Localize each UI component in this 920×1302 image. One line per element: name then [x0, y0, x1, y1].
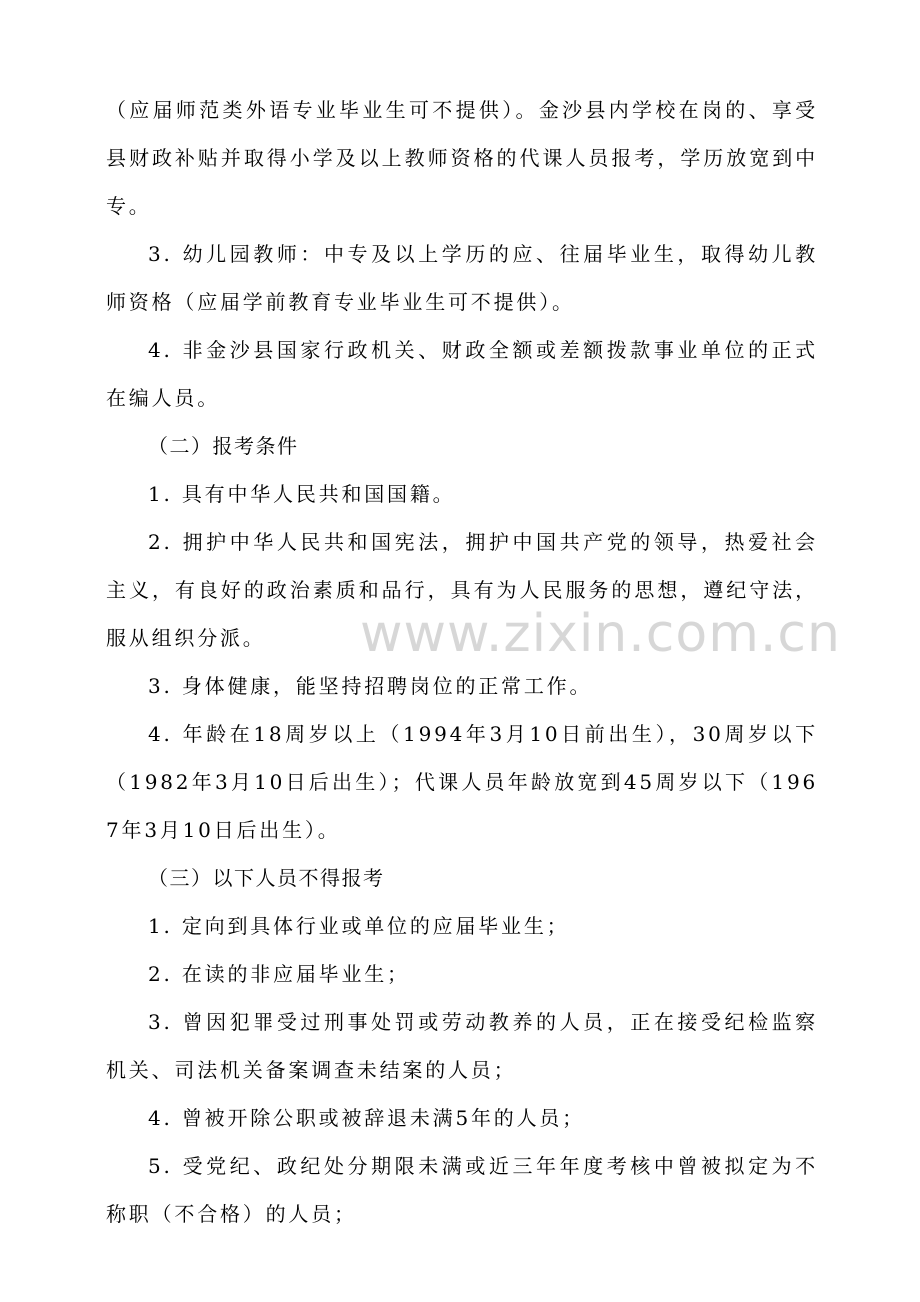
paragraph-qualification-continued: （应届师范类外语专业毕业生可不提供）。金沙县内学校在岗的、享受县财政补贴并取得小学及以上教师资格的代课人员报考，学历放宽到中专。: [106, 98, 818, 218]
requirement-age: 4. 年龄在18周岁以上（1994年3月10日前出生），30周岁以下（1982年3月10日后出生）；代课人员年龄放宽到45周岁以下（1967年3月10日后出生）。: [106, 722, 818, 842]
section-heading-requirements: （二）报考条件: [148, 434, 299, 458]
requirement-nationality: 1. 具有中华人民共和国国籍。: [148, 482, 456, 506]
requirement-health: 3. 身体健康，能坚持招聘岗位的正常工作。: [148, 674, 593, 698]
paragraph-kindergarten-teacher: 3. 幼儿园教师：中专及以上学历的应、往届毕业生，取得幼儿教师资格（应届学前教育专业毕业生可不提供）。: [106, 242, 818, 314]
section-heading-exclusions: （三）以下人员不得报考: [148, 866, 385, 890]
exclusion-dismissed: 4. 曾被开除公职或被辞退未满5年的人员；: [148, 1106, 585, 1130]
paragraph-non-staff: 4. 非金沙县国家行政机关、财政全额或差额拨款事业单位的正式在编人员。: [106, 338, 818, 410]
exclusion-directed-graduates: 1. 定向到具体行业或单位的应届毕业生；: [148, 914, 570, 938]
exclusion-disciplined: 5. 受党纪、政纪处分期限未满或近三年年度考核中曾被拟定为不称职（不合格）的人员；: [106, 1154, 818, 1226]
requirement-political: 2. 拥护中华人民共和国宪法，拥护中国共产党的领导，热爱社会主义，有良好的政治素质和品行，具有为人民服务的思想，遵纪守法，服从组织分派。: [106, 530, 818, 650]
exclusion-criminal-record: 3. 曾因犯罪受过刑事处罚或劳动教养的人员，正在接受纪检监察机关、司法机关备案调查未结案的人员；: [106, 1010, 818, 1082]
exclusion-current-students: 2. 在读的非应届毕业生；: [148, 962, 410, 986]
watermark: www.zixin.com.cn: [360, 604, 841, 664]
document-page: [106, 86, 818, 1238]
